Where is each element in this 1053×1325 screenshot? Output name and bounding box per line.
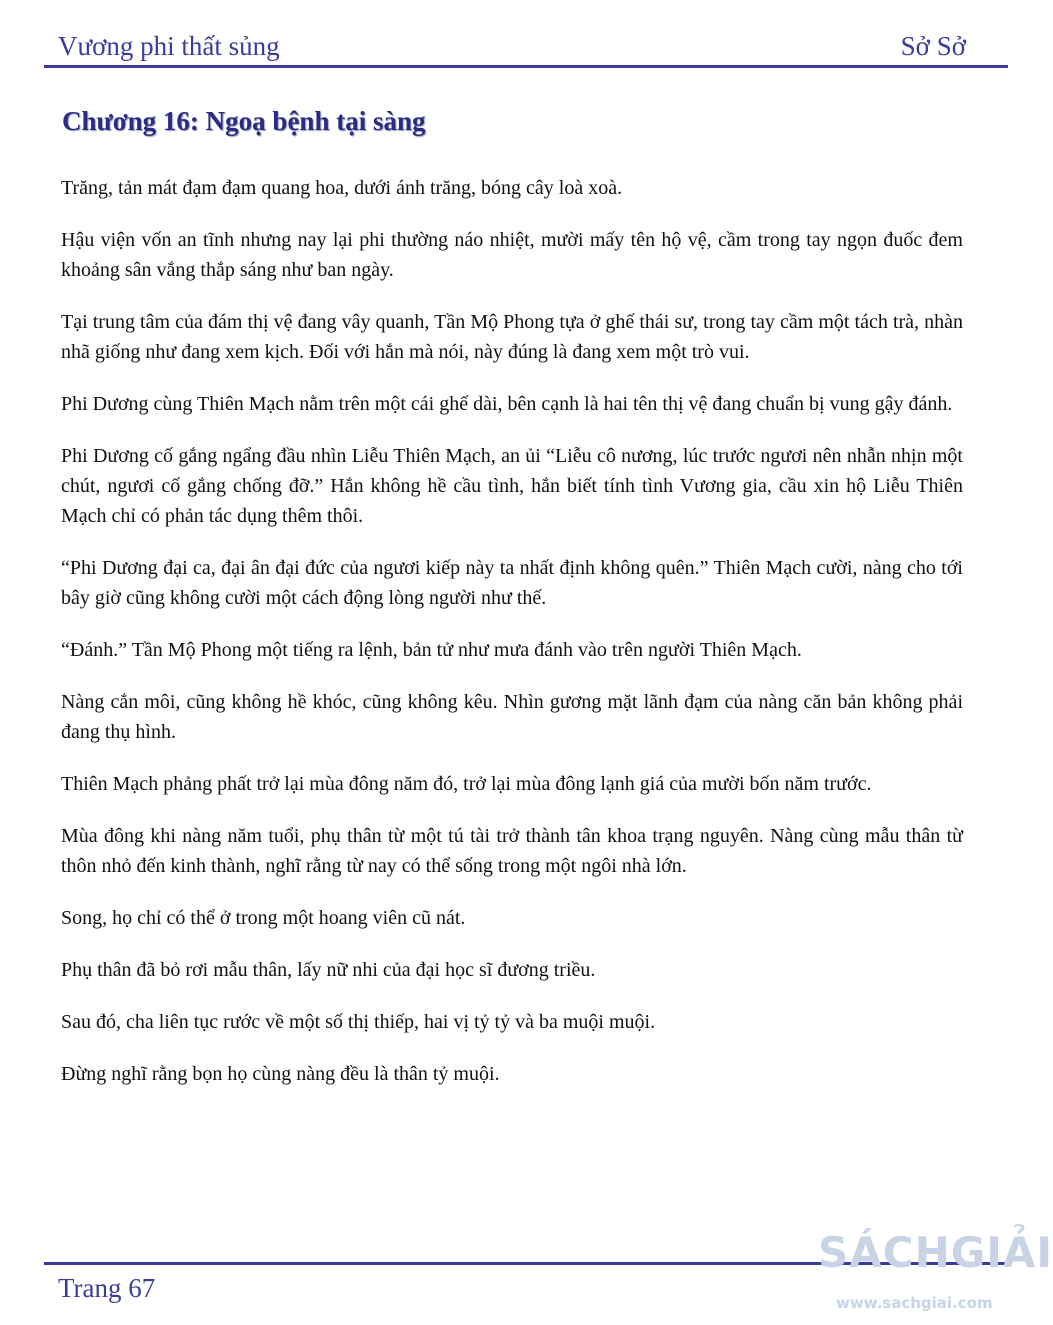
book-title: Vương phi thất sủng [58,31,280,61]
page-header [58,22,966,62]
paragraph: Phụ thân đã bỏ rơi mẫu thân, lấy nữ nhi của đại học sĩ đương triều. [61,959,596,981]
paragraph: Phi Dương cố gắng ngẩng đầu nhìn Liễu Thiên Mạch, an ủi “Liễu cô nương, lúc trước ngươi nên nhẫn nhịn một chút, ngươi cố gắng chống đỡ.” Hắn không hề cầu tình, hắn biết tính tình Vương gia, cầu xin hộ Liễu Thiên Mạch chỉ có phản tác dụng thêm thôi. [61,445,963,527]
paragraph: Song, họ chỉ có thể ở trong một hoang viên cũ nát. [61,907,466,929]
paragraph: Phi Dương cùng Thiên Mạch nằm trên một cái ghế dài, bên cạnh là hai tên thị vệ đang chuẩn bị vung gậy đánh. [61,393,953,415]
paragraph: Sau đó, cha liên tục rước về một số thị thiếp, hai vị tỷ tỷ và ba muội muội. [61,1011,656,1033]
paragraph: Trăng, tản mát đạm đạm quang hoa, dưới ánh trăng, bóng cây loà xoà. [61,177,623,199]
paragraph: Hậu viện vốn an tĩnh nhưng nay lại phi thường náo nhiệt, mười mấy tên hộ vệ, cầm trong tay ngọn đuốc đem khoảng sân vắng thắp sáng như ban ngày. [61,229,963,281]
paragraph: Tại trung tâm của đám thị vệ đang vây quanh, Tần Mộ Phong tựa ở ghế thái sư, trong tay cầm một tách trà, nhàn nhã giống như đang xem kịch. Đối với hắn mà nói, này đúng là đang xem một trò vui. [61,311,963,363]
paragraph: “Đánh.” Tần Mộ Phong một tiếng ra lệnh, bản tử như mưa đánh vào trên người Thiên Mạch. [61,639,802,661]
chapter-body [61,173,963,1111]
watermark [818,1228,1053,1318]
paragraph: Mùa đông khi nàng năm tuổi, phụ thân từ một tú tài trở thành tân khoa trạng nguyên. Nàng cùng mẫu thân từ thôn nhỏ đến kinh thành, nghĩ rằng từ nay có thể sống trong một ngôi nhà lớn. [61,825,963,877]
paragraph: Thiên Mạch phảng phất trở lại mùa đông năm đó, trở lại mùa đông lạnh giá của mười bốn năm trước. [61,773,872,795]
paragraph: Đừng nghĩ rằng bọn họ cùng nàng đều là thân tỷ muội. [61,1063,500,1085]
page-number: Trang 67 [58,1273,156,1303]
paragraph: “Phi Dương đại ca, đại ân đại đức của ngươi kiếp này ta nhất định không quên.” Thiên Mạch cười, nàng cho tới bây giờ cũng không cười một cách động lòng người như thế. [61,557,963,609]
chapter-title: Chương 16: Ngoạ bệnh tại sàng [62,106,426,136]
paragraph: Nàng cắn môi, cũng không hề khóc, cũng không kêu. Nhìn gương mặt lãnh đạm của nàng căn bản không phải đang thụ hình. [61,691,963,743]
watermark-logo: SÁCHGIẢI [818,1228,1053,1277]
author-name: Sở Sở [900,31,966,61]
watermark-url: www.sachgiai.com [836,1294,993,1312]
header-divider [44,65,1008,68]
